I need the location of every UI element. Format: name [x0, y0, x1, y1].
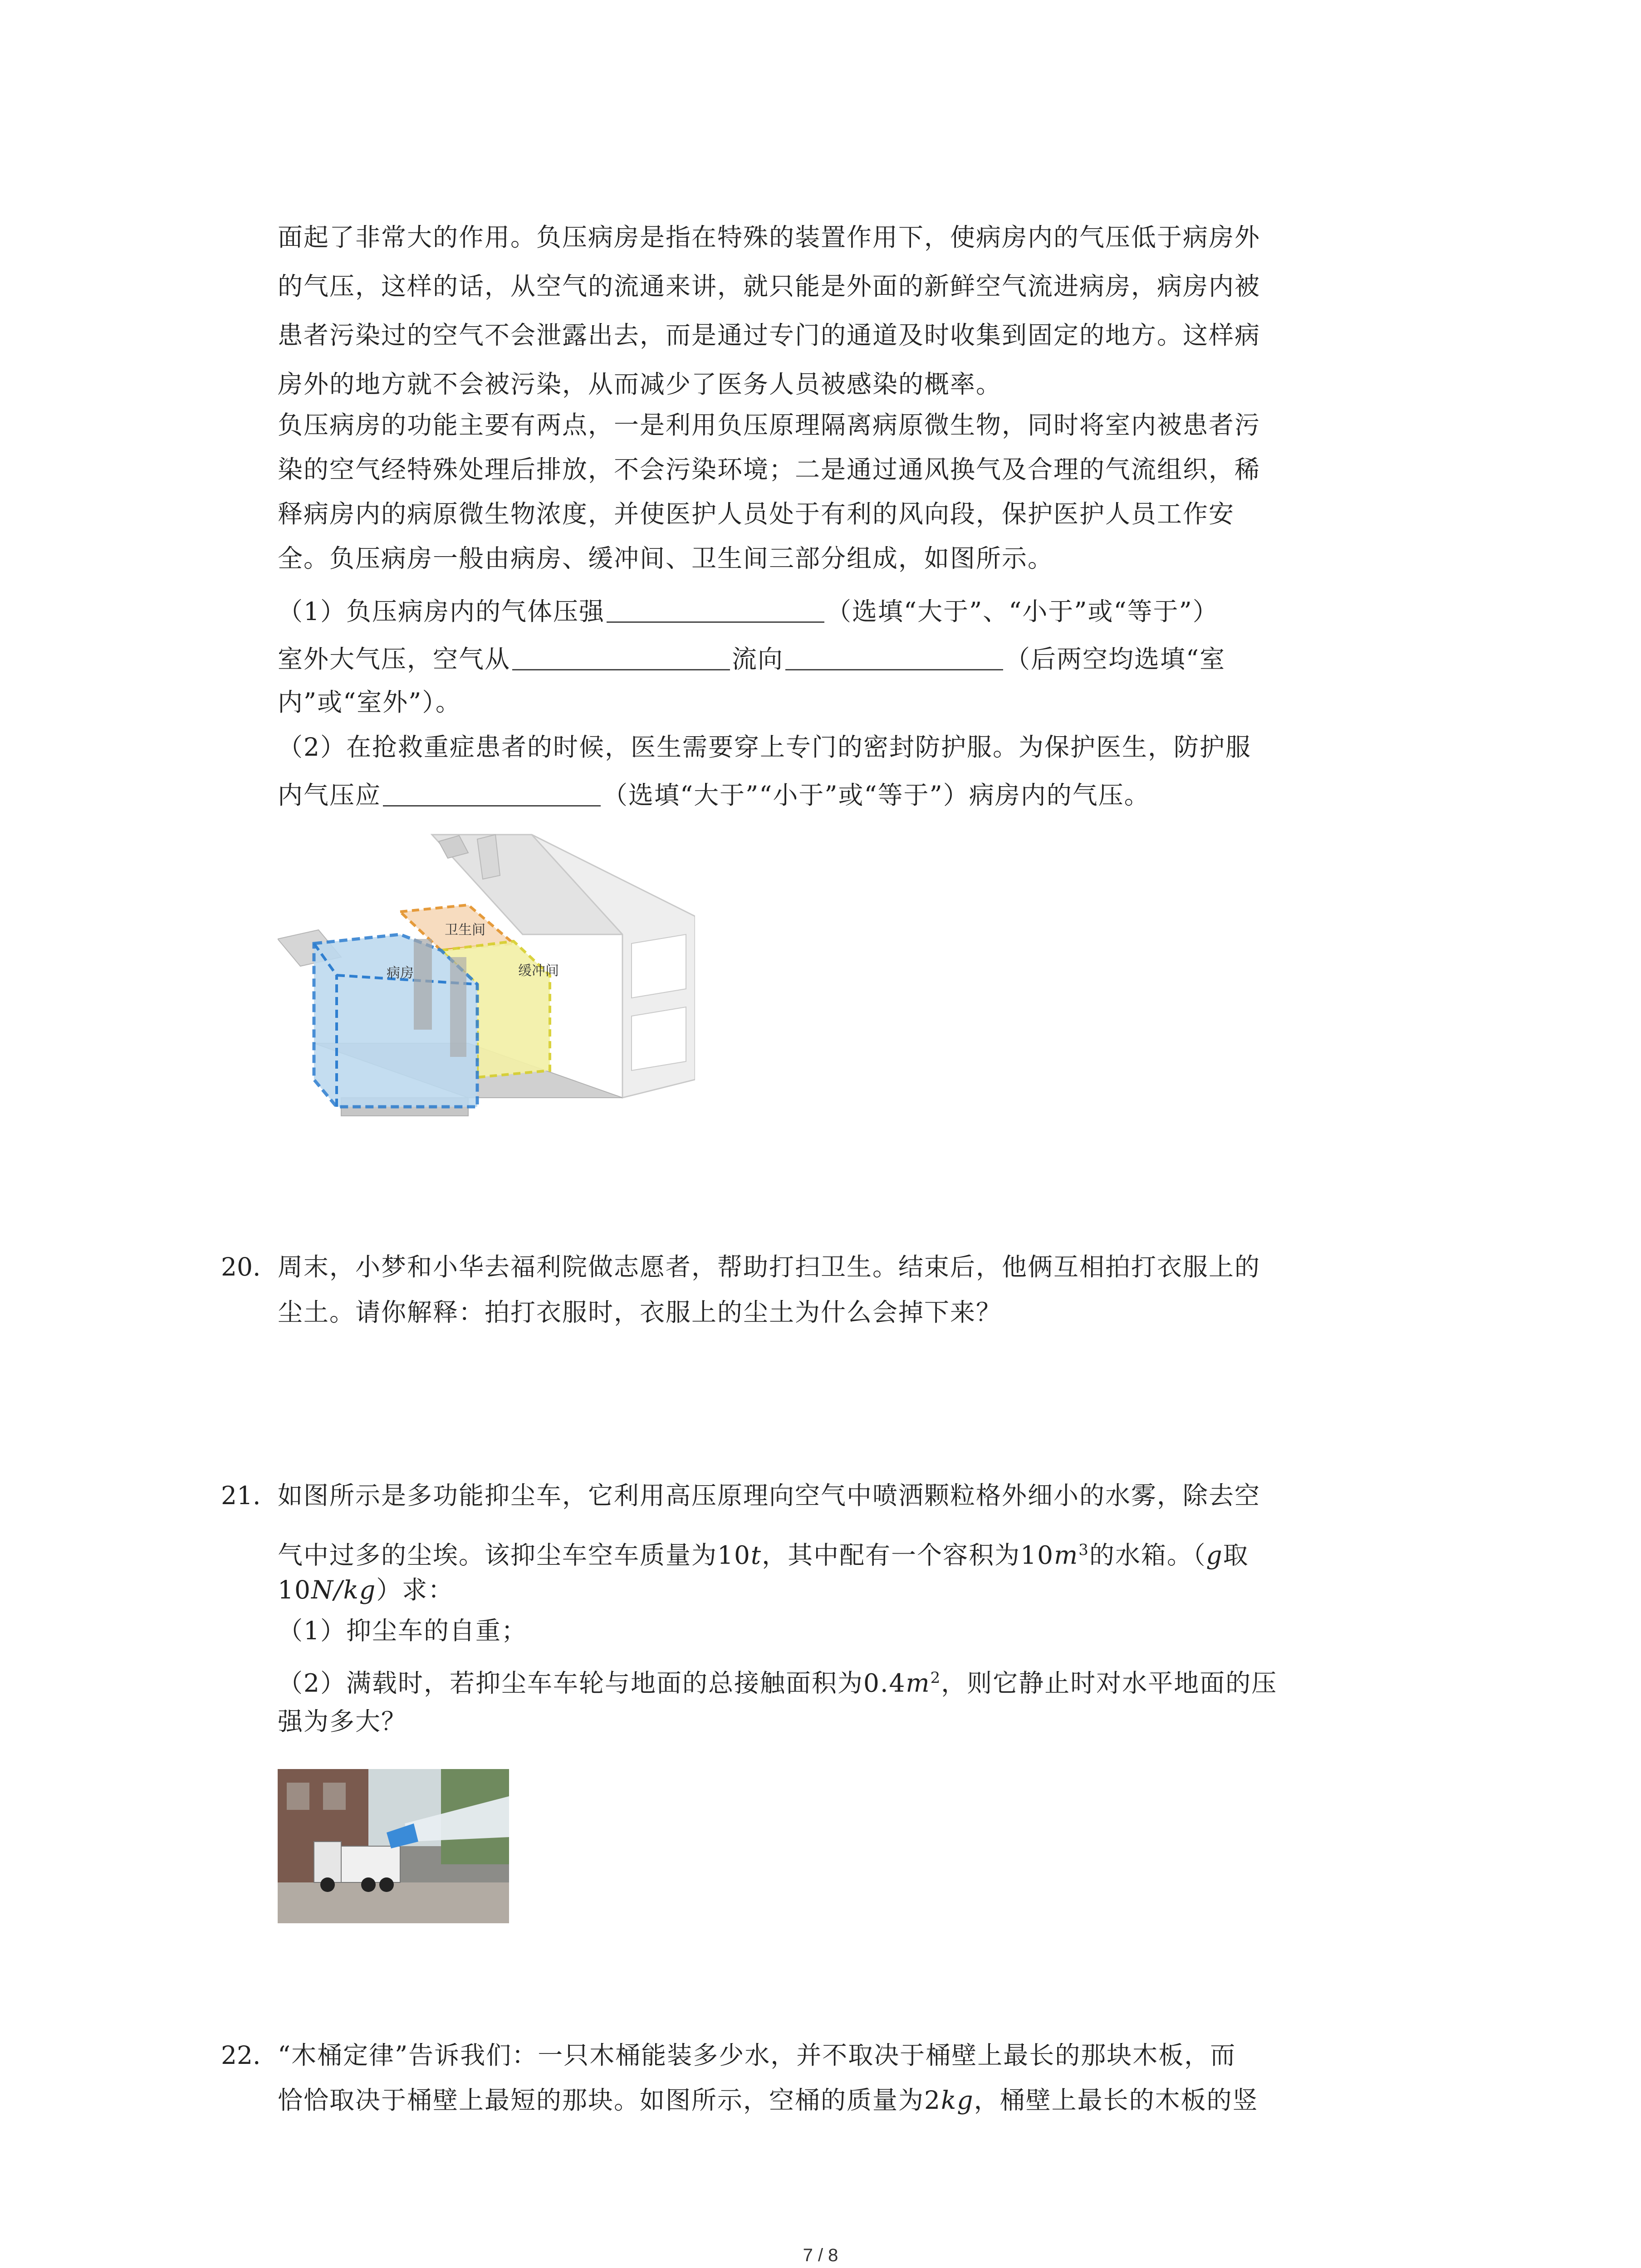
answer-blank[interactable]: [512, 667, 730, 670]
passage-line: 全。负压病房一般由病房、缓冲间、卫生间三部分组成，如图所示。: [278, 544, 1054, 573]
q21-sub1: （1）抑尘车的自重；: [278, 1616, 527, 1645]
label-bathroom: 卫生间: [445, 923, 485, 938]
question-number: 22.: [221, 2041, 261, 2070]
q22-line2: 恰恰取决于桶壁上最短的那块。如图所示，空桶的质量为2kg，桶壁上最长的木板的竖: [278, 2086, 1259, 2115]
road: [278, 1882, 509, 1923]
q21-line1: 如图所示是多功能抑尘车，它利用高压原理向空气中喷洒颗粒格外细小的水雾，除去空: [278, 1481, 1261, 1510]
dust-truck-photo: [278, 1769, 509, 1923]
q19-part1-line1: （1）负压病房内的气体压强 （选填“大于”、“小于”或“等于”）: [278, 597, 1219, 626]
answer-blank[interactable]: [383, 803, 601, 807]
page-number: 7 / 8: [803, 2245, 838, 2265]
truck-wheel: [379, 1877, 394, 1892]
passage-line: 负压病房的功能主要有两点，一是利用负压原理隔离病原微生物，同时将室内被患者污: [278, 411, 1261, 440]
label-buffer: 缓冲间: [518, 963, 559, 978]
passage-line: 房外的地方就不会被污染，从而减少了医务人员被感染的概率。: [278, 370, 1002, 399]
partition-column: [450, 957, 466, 1057]
q21-line3: 10N/kg）求：: [278, 1575, 454, 1604]
q20-line2: 尘土。请你解释：拍打衣服时，衣服上的尘土为什么会掉下来？: [278, 1298, 1002, 1327]
q21-line2: 气中过多的尘埃。该抑尘车空车质量为10t，其中配有一个容积为$10m^3$的水箱。（g取: [278, 1540, 1249, 1570]
building-window: [287, 1783, 309, 1810]
answer-blank[interactable]: [607, 620, 824, 623]
ward-diagram-figure: [278, 826, 695, 1120]
q19-part2-line1: （2）在抢救重症患者的时候，医生需要穿上专门的密封防护服。为保护医生，防护服: [278, 733, 1251, 762]
passage-line: 释病房内的病原微生物浓度，并使医护人员处于有利的风向段，保护医护人员工作安: [278, 499, 1235, 528]
truck-wheel: [320, 1877, 335, 1892]
q19-part1-line2: 室外大气压，空气从 流向 （后两空均选填“室: [278, 645, 1226, 674]
q21-sub2-line1: （2）满载时，若抑尘车车轮与地面的总接触面积为$0.4m^2$，则它静止时对水平地面的压: [278, 1668, 1278, 1698]
passage-line: 染的空气经特殊处理后排放，不会污染环境；二是通过通风换气及合理的气流组织，稀: [278, 455, 1261, 484]
right-window: [632, 934, 686, 998]
question-number: 20.: [221, 1252, 261, 1281]
q19-part2-line2: 内气压应 （选填“大于”“小于”或“等于”）病房内的气压。: [278, 781, 1150, 810]
passage-line: 的气压，这样的话，从空气的流通来讲，就只能是外面的新鲜空气流进病房，病房内被: [278, 272, 1261, 301]
partition-column: [414, 939, 432, 1030]
building-window: [323, 1783, 346, 1810]
passage-line: 面起了非常大的作用。负压病房是指在特殊的装置作用下，使病房内的气压低于病房外: [278, 223, 1261, 252]
truck-wheel: [361, 1877, 376, 1892]
truck-tank: [341, 1846, 400, 1882]
q19-part1-line3: 内”或“室外”）。: [278, 688, 461, 717]
truck-cab: [314, 1842, 341, 1882]
right-window: [632, 1007, 686, 1070]
label-ward: 病房: [387, 966, 414, 981]
question-number: 21.: [221, 1481, 261, 1510]
q22-line1: “木桶定律”告诉我们：一只木桶能装多少水，并不取决于桶壁上最长的那块木板，而: [278, 2041, 1236, 2070]
passage-line: 患者污染过的空气不会泄露出去，而是通过专门的通道及时收集到固定的地方。这样病: [278, 321, 1261, 350]
q20-line1: 周末，小梦和小华去福利院做志愿者，帮助打扫卫生。结束后，他俩互相拍打衣服上的: [278, 1252, 1261, 1281]
answer-blank[interactable]: [785, 667, 1003, 670]
q21-sub2-line2: 强为多大？: [278, 1707, 407, 1736]
